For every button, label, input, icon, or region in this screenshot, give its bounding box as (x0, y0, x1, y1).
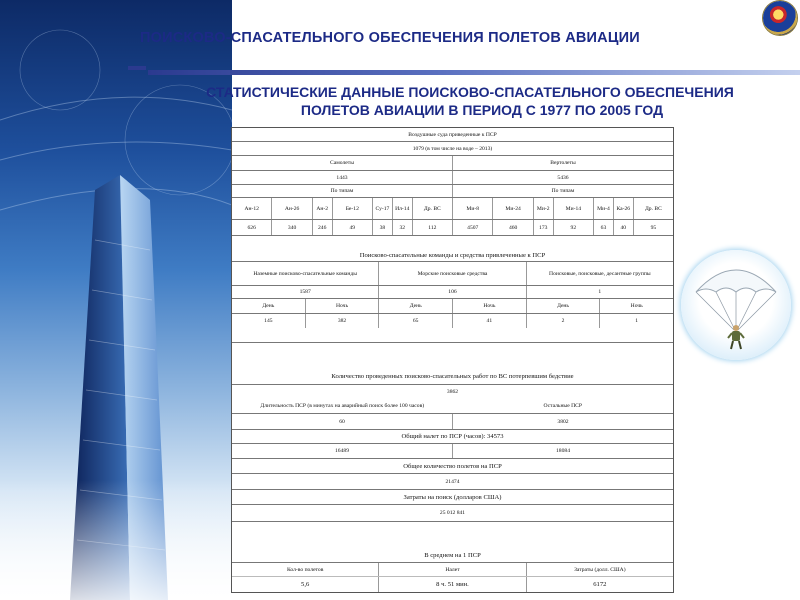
doc-cell: 32 (393, 220, 413, 235)
doc-cell: Ка-26 (614, 198, 634, 219)
doc-cell: Остальные ПСР (543, 403, 582, 409)
emblem-logo (763, 1, 797, 35)
doc-cell: 92 (554, 220, 594, 235)
doc-cell: Наземные поисково-спасательные команды (232, 262, 379, 285)
doc-row (232, 198, 673, 220)
doc-cell: 1 (598, 289, 602, 295)
doc-row (232, 490, 673, 505)
doc-cell: Др. ВС (413, 198, 453, 219)
parachutist-icon (681, 250, 791, 360)
doc-cell: Количество проведенных поисково-спасательных работ по ВС потерпевшим бедствие (331, 373, 574, 380)
doc-cell: В среднем на 1 ПСР (424, 552, 481, 559)
doc-row (232, 128, 673, 142)
doc-cell: Ил-14 (393, 198, 413, 219)
doc-cell: 60 (232, 414, 453, 429)
subtitle-line-2: ПОЛЕТОВ АВИАЦИИ В ПЕРИОД С 1977 ПО 2005 ГОД (300, 102, 664, 118)
doc-cell: 5,6 (232, 577, 379, 592)
doc-cell: День (232, 299, 306, 313)
doc-row (232, 171, 673, 185)
doc-cell: 3802 (557, 418, 569, 425)
doc-cell: Ми-8 (453, 198, 493, 219)
doc-row (232, 505, 673, 522)
statistics-document (231, 127, 674, 593)
doc-row (232, 156, 673, 171)
doc-cell: Налет (379, 563, 526, 576)
doc-row (232, 522, 673, 563)
doc-cell: Ми-24 (493, 198, 533, 219)
doc-cell: Длительность ПСР (в минутах на аварийный поиск более 100 часов) (260, 403, 425, 409)
doc-row (232, 474, 673, 490)
doc-row (232, 399, 673, 414)
doc-cell: 25 012 841 (439, 510, 466, 516)
doc-cell: 1 (635, 318, 639, 324)
doc-row (232, 577, 673, 592)
doc-cell: Ми-2 (534, 198, 554, 219)
doc-cell: 1079 (в том числе на воде – 2013) (412, 145, 493, 152)
doc-cell: Морские поисковые средства (379, 262, 526, 285)
doc-row (232, 385, 673, 399)
doc-cell: Общий налет по ПСР (часов): 34573 (401, 433, 504, 440)
doc-cell: Су-17 (373, 198, 393, 219)
doc-cell: 112 (413, 220, 453, 235)
doc-cell: Кол-во полетов (232, 563, 379, 576)
doc-row (232, 430, 673, 444)
doc-row (232, 314, 673, 343)
doc-cell: 8 ч. 51 мин. (379, 577, 526, 592)
doc-cell: 63 (594, 220, 614, 235)
doc-row (232, 236, 673, 262)
doc-cell: Воздушные суда приведенные к ПСР (408, 131, 497, 138)
doc-cell: Ан-26 (272, 198, 312, 219)
doc-cell: 1443 (232, 171, 453, 184)
doc-cell: 49 (333, 220, 373, 235)
doc-cell: Ночь (453, 299, 527, 313)
doc-cell: Затраты на поиск (долларов США) (403, 493, 502, 501)
doc-cell: 246 (313, 220, 333, 235)
doc-row (232, 414, 673, 430)
doc-cell: 65 (379, 314, 453, 328)
doc-cell: 21474 (445, 478, 460, 485)
doc-cell: Ан-2 (313, 198, 333, 219)
doc-cell: 382 (306, 314, 380, 328)
doc-cell: Вертолеты (550, 160, 576, 166)
doc-cell: Ан-12 (232, 198, 272, 219)
doc-cell: 38 (373, 220, 393, 235)
doc-cell: Ночь (630, 303, 643, 309)
doc-row (232, 220, 673, 236)
doc-row (232, 262, 673, 286)
doc-cell: Самолеты (232, 156, 453, 170)
doc-row (232, 286, 673, 299)
doc-row (232, 563, 673, 577)
doc-cell: 106 (379, 286, 526, 298)
doc-cell: 41 (453, 314, 527, 328)
doc-cell: Поисковые, поисковые, десантные группы (549, 270, 651, 277)
doc-cell: Ночь (306, 299, 380, 313)
doc-cell: 95 (650, 224, 657, 231)
doc-cell: По типам (551, 188, 575, 194)
doc-cell: 40 (614, 220, 634, 235)
doc-cell: Общее количество полетов на ПСР (403, 462, 502, 470)
doc-cell: Др. ВС (644, 205, 662, 212)
doc-cell: Затраты (долл. США) (574, 566, 626, 573)
doc-cell: 340 (272, 220, 312, 235)
doc-cell: День (527, 299, 601, 313)
doc-cell: 145 (232, 314, 306, 328)
slide-subtitle (150, 83, 790, 119)
doc-cell: 6172 (593, 581, 607, 588)
doc-cell: 3862 (446, 389, 459, 395)
doc-cell: День (379, 299, 453, 313)
doc-row (232, 142, 673, 156)
doc-cell: По типам (232, 185, 453, 197)
doc-cell: 173 (534, 220, 554, 235)
doc-cell: 18084 (556, 448, 570, 454)
parachute-illustration (681, 250, 791, 360)
doc-cell: 1587 (232, 286, 379, 298)
doc-cell: Бе-12 (333, 198, 373, 219)
doc-row (232, 343, 673, 385)
doc-cell: 4507 (453, 220, 493, 235)
subtitle-line-1: СТАТИСТИЧЕСКИЕ ДАННЫЕ ПОИСКОВО-СПАСАТЕЛЬНОГО ОБЕСПЕЧЕНИЯ (206, 84, 734, 100)
page-title: ПОИСКОВО-СПАСАТЕЛЬНОГО ОБЕСПЕЧЕНИЯ ПОЛЕТОВ АВИАЦИИ (140, 30, 640, 46)
doc-row (232, 444, 673, 459)
doc-row (232, 185, 673, 198)
doc-row (232, 299, 673, 314)
header-rule-long (148, 70, 800, 75)
doc-cell: Ми-14 (554, 198, 594, 219)
doc-cell: 5436 (557, 174, 569, 181)
doc-cell: 2 (527, 314, 601, 328)
doc-cell: 626 (232, 220, 272, 235)
doc-cell: Ми-4 (594, 198, 614, 219)
header-rule-short (128, 66, 146, 70)
doc-row (232, 459, 673, 474)
doc-cell: 460 (493, 220, 533, 235)
doc-cell: 16489 (232, 444, 453, 458)
doc-cell: Поисково-спасательные команды и средства привлеченные к ПСР (359, 252, 546, 259)
